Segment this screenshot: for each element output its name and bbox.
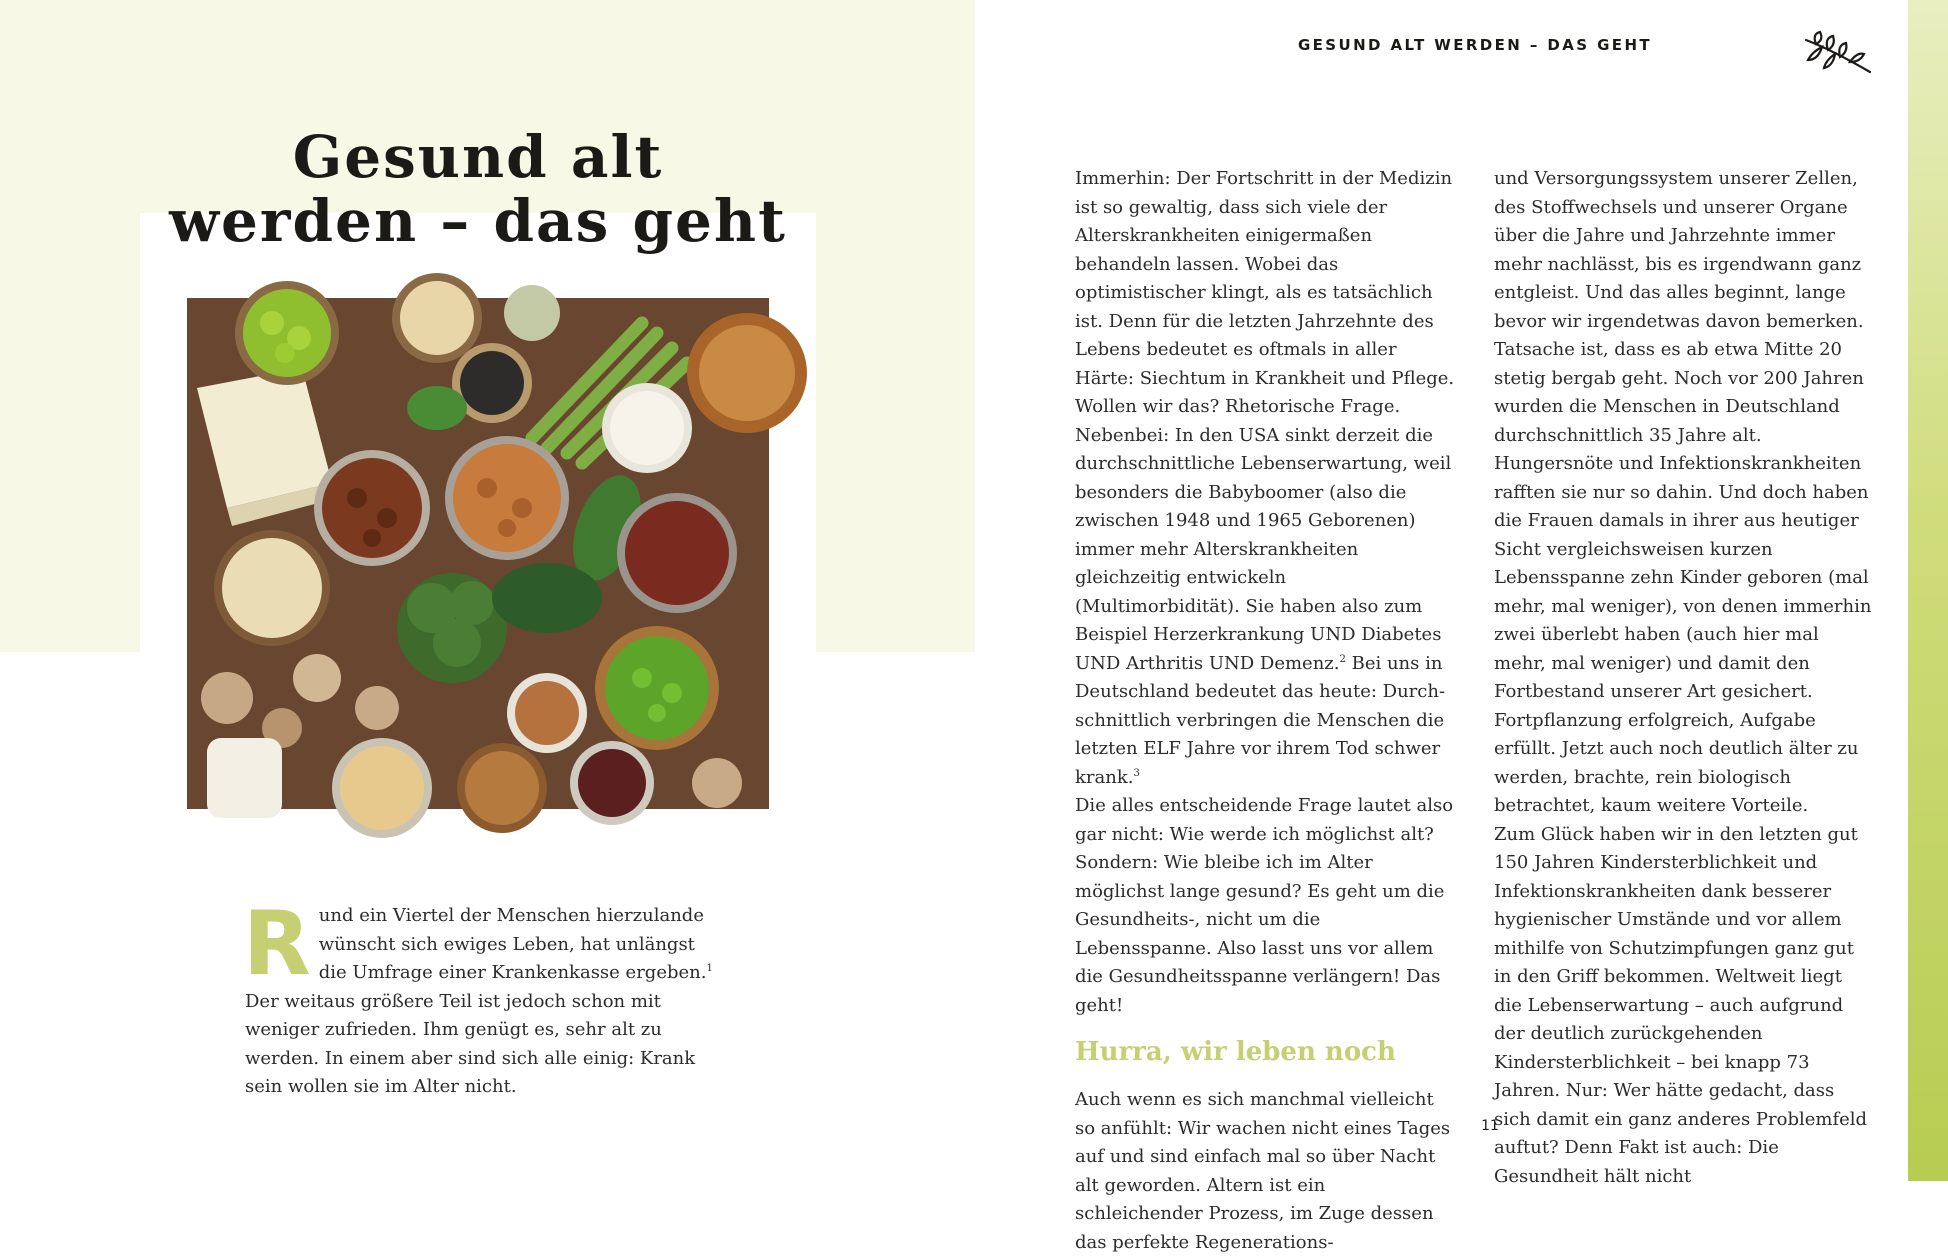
footnote-marker-3: 3 [1133, 767, 1140, 779]
paragraph: Die alles entscheidende Frage lautet also gar nicht: Wie werde ich möglichst alt? Sondern: Wie bleibe ich im Alter möglichst lange gesund? Es geht um die Gesundheits-, nicht um die Lebensspanne. Also lasst uns vor allem die Gesundheitsspanne verlängern! Das geht! [1075, 795, 1454, 1016]
footnote-marker-1: 1 [706, 963, 713, 974]
section-subheading: Hurra, wir leben noch [1075, 1037, 1396, 1067]
title-line-1: Gesund alt [292, 123, 664, 191]
food-photo [187, 298, 769, 809]
text-column-1 [1075, 165, 1455, 1257]
page-number: 11 [1481, 1118, 1499, 1134]
food-photo-illustration [187, 298, 769, 809]
drop-cap: R [243, 892, 311, 995]
text-column-2 [1494, 165, 1874, 1191]
running-head: GESUND ALT WERDEN – DAS GEHT [1297, 36, 1653, 54]
paragraph-text: Bei uns in Deutschland bedeutet das heute: Durchschnittlich verbringen die Menschen die letzten ELF Jahre vor ihrem Tod schwer krank. [1075, 652, 1446, 788]
footnote-marker-2: 2 [1339, 653, 1346, 665]
page-edge-color-strip [1908, 0, 1948, 1181]
intro-text: und ein Viertel der Menschen hierzulande wünscht sich ewiges Leben, hat unlängst die Umfrage einer Krankenkasse ergeben. [318, 905, 707, 983]
title-line-2: werden – das geht [169, 187, 787, 255]
leaf-sprig-icon [1802, 30, 1874, 74]
chapter-title [140, 125, 816, 253]
paragraph-text: Immerhin: Der Fortschritt in der Medizin ist so gewaltig, dass sich viele der Alterskrankheiten einigermaßen behandeln lassen. Wobei das optimistischer klingt, als es tatsächlich ist. Denn für die letzten Jahrzehnte des Lebens bedeutet es oftmals in aller Härte: Siechtum in Krankheit und Pflege. Wollen wir das? Rhetorische Frage. Nebenbei: In den USA sinkt derzeit die durchschnittliche Lebenserwartung, weil besonders die Babyboomer (also die zwischen 1948 und 1965 Geborenen) immer mehr Alterskrankheiten gleichzeitig entwickeln (Multimorbidität). Sie haben also zum Beispiel Herzerkrankung UND Diabetes UND Arthritis UND Demenz. [1075, 168, 1455, 674]
paragraph: Zum Glück haben wir in den letzten gut 150 Jahren Kindersterblichkeit und Infektionskrankheiten dank besserer hygienischer Umstände und vor allem mithilfe von Schutzimpfungen ganz gut in den Griff bekommen. Weltweit liegt die Lebenserwartung – auch aufgrund der deutlich zurückgehenden Kindersterblichkeit – bei knapp 73 Jahren. Nur: Wer hätte gedacht, dass sich damit ein ganz anderes Problemfeld auftut? Denn Fakt ist auch: Die Gesundheit hält nicht [1494, 823, 1868, 1187]
paragraph [1075, 165, 1455, 792]
paragraph: Auch wenn es sich manchmal vielleicht so anfühlt: Wir wachen nicht eines Tages auf und sind einfach mal so über Nacht alt geworden. Altern ist ein schleichender Prozess, im Zuge dessen das perfekte Regenerations- [1075, 1089, 1451, 1253]
paragraph: und Versorgungssystem unserer Zellen, des Stoffwechsels und unserer Organe über die Jahre und Jahrzehnte immer mehr nachlässt, bis es irgendwann ganz entgleist. Und das alles beginnt, lange bevor wir irgendetwas davon bemerken. [1494, 168, 1864, 332]
paragraph: Tatsache ist, dass es ab etwa Mitte 20 stetig bergab geht. Noch vor 200 Jahren wurden die Menschen in Deutschland durchschnittlich 35 Jahre alt. Hungersnöte und Infektionskrankheiten rafften sie nur so dahin. Und doch haben die Frauen damals in ihrer aus heutiger Sicht vergleichsweisen kurzen Lebensspanne zehn Kinder geboren (mal mehr, mal weniger), von denen immerhin zwei überlebt haben (auch hier mal mehr, mal weniger) und damit den Fortbestand unserer Art gesichert. Fortpflanzung erfolgreich, Aufgabe erfüllt. Jetzt auch noch deutlich älter zu werden, brachte, rein biologisch betrachtet, kaum weitere Vorteile. [1494, 339, 1872, 816]
intro-paragraph [243, 892, 725, 1102]
intro-text-continued: Der weitaus größere Teil ist jedoch schon mit weniger zufrieden. Ihm genügt es, sehr alt zu werden. In einem aber sind sich alle einig: Krank sein wollen sie im Alter nicht. [245, 990, 696, 1097]
